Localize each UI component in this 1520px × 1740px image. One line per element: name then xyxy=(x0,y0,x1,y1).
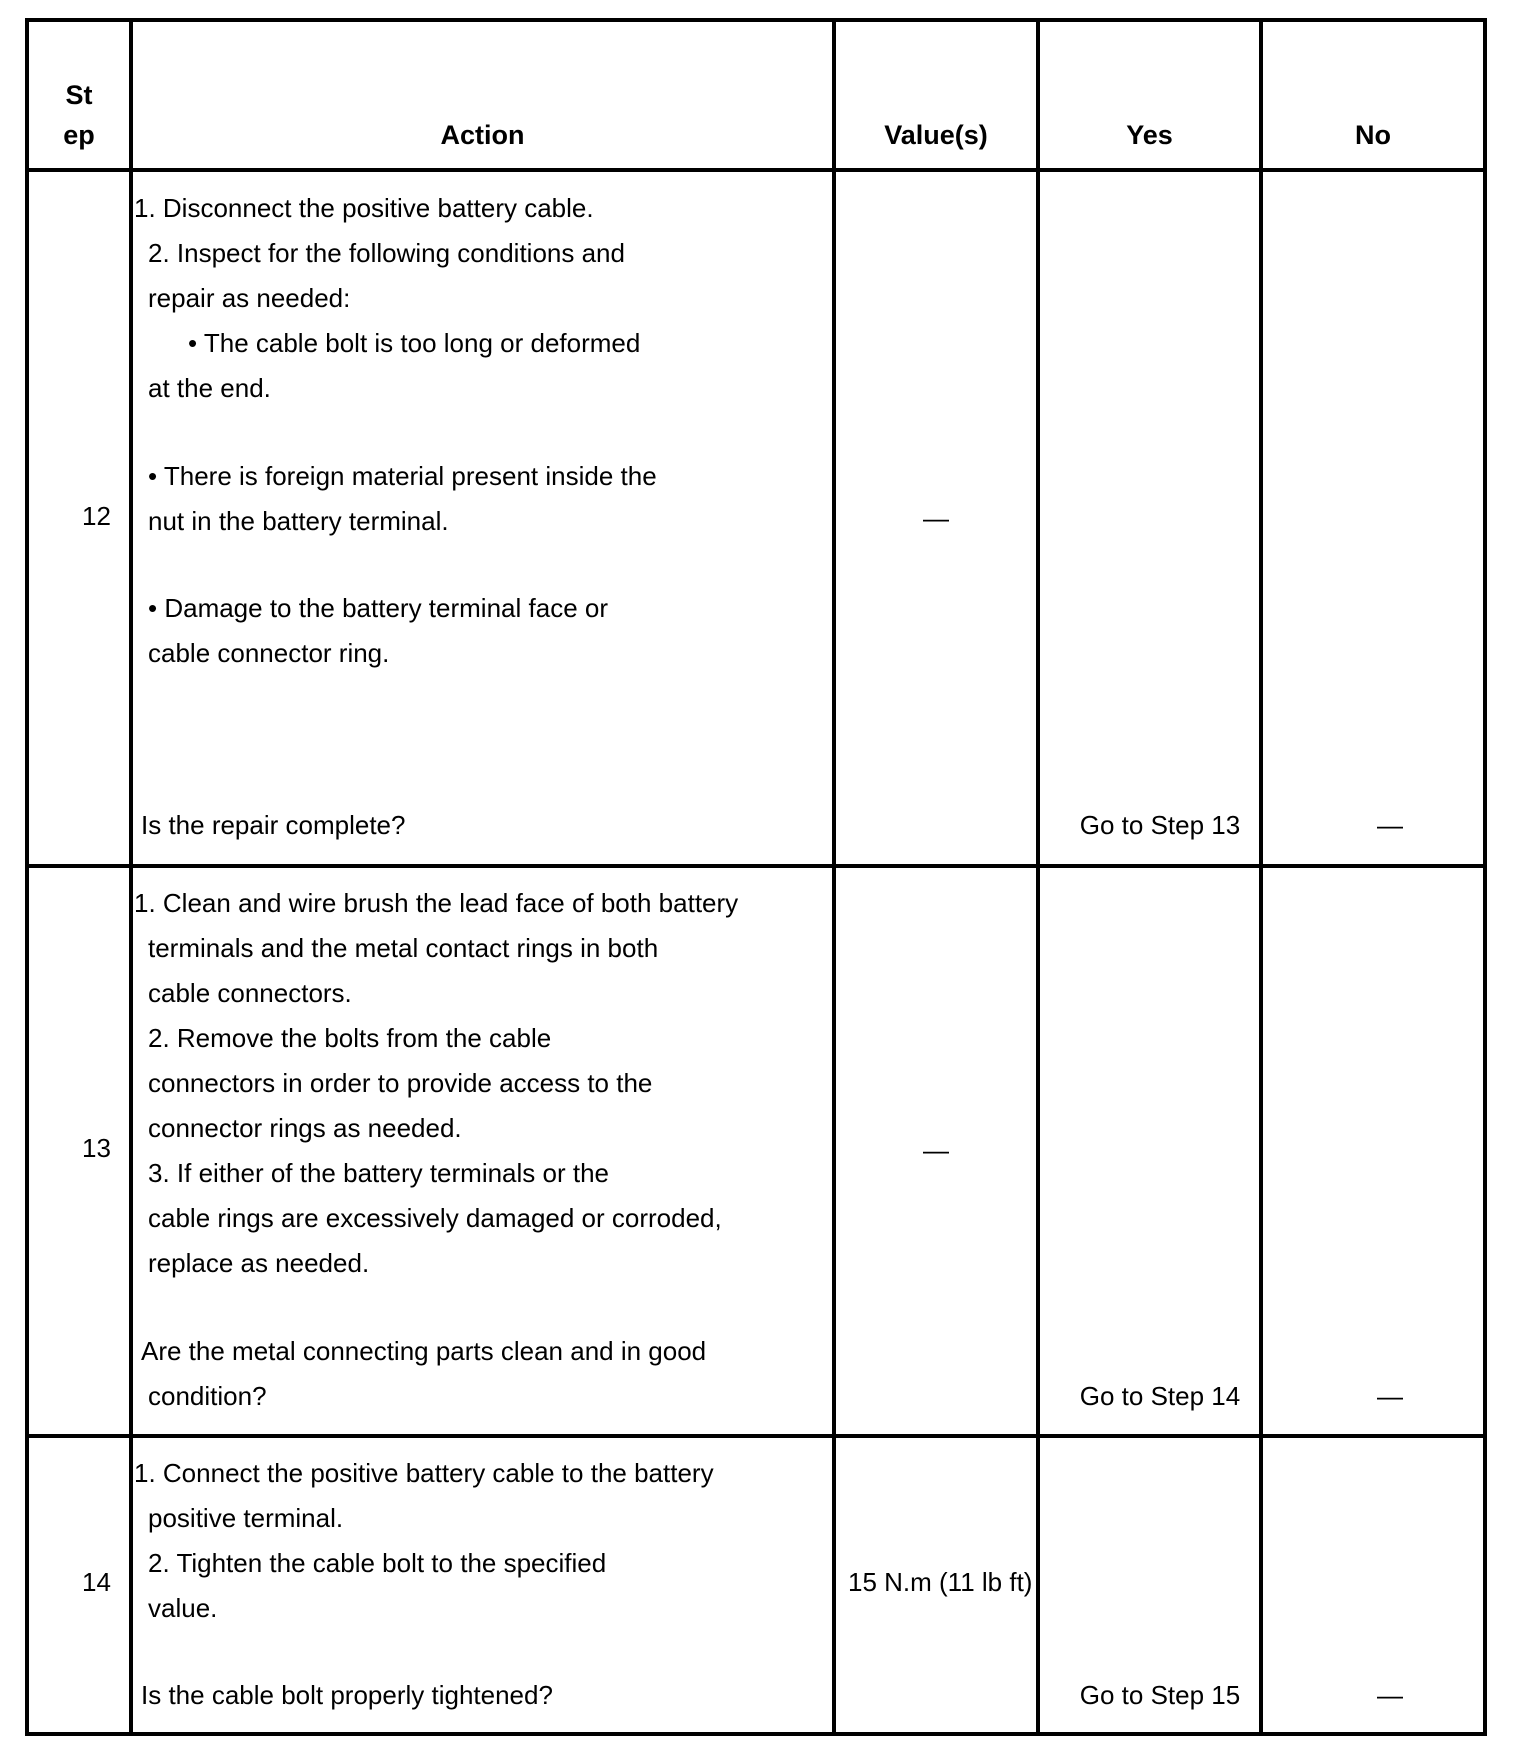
header-action: Action xyxy=(440,120,525,150)
header-bottom-border xyxy=(25,168,1487,172)
action-question: Is the repair complete? xyxy=(141,810,406,840)
action-line: nut in the battery terminal. xyxy=(148,506,449,536)
table-top-border xyxy=(25,18,1487,22)
col-divider-action-values xyxy=(832,18,836,1736)
step-number: 12 xyxy=(82,501,111,531)
action-line: 1. Clean and wire brush the lead face of both battery xyxy=(134,888,739,918)
header-no: No xyxy=(1355,120,1391,150)
yes-cell: Go to Step 14 xyxy=(1079,1381,1241,1411)
action-line: 1. Disconnect the positive battery cable. xyxy=(134,193,594,223)
col-divider-yes-no xyxy=(1259,18,1263,1736)
action-line: 2. Tighten the cable bolt to the specified xyxy=(148,1548,607,1578)
action-line: • There is foreign material present inside the xyxy=(148,461,657,491)
action-line: 1. Connect the positive battery cable to the battery xyxy=(134,1458,714,1488)
header-step-line1: St xyxy=(65,80,93,110)
row-divider-13-14 xyxy=(25,1434,1487,1438)
value-cell: — xyxy=(923,1135,949,1165)
action-line: 2. Remove the bolts from the cable xyxy=(148,1023,552,1053)
table-left-border xyxy=(25,18,29,1736)
no-cell: — xyxy=(1377,810,1403,840)
action-line: 2. Inspect for the following conditions and xyxy=(148,238,625,268)
action-line: 3. If either of the battery terminals or the xyxy=(148,1158,610,1188)
value-cell: — xyxy=(923,503,949,533)
table-right-border xyxy=(1483,18,1487,1736)
col-divider-values-yes xyxy=(1036,18,1040,1736)
action-question: condition? xyxy=(148,1381,267,1411)
action-line: at the end. xyxy=(148,373,271,403)
action-line: cable rings are excessively damaged or corroded, xyxy=(148,1203,722,1233)
action-line: connector rings as needed. xyxy=(148,1113,462,1143)
action-line: terminals and the metal contact rings in both xyxy=(148,933,659,963)
action-question: Is the cable bolt properly tightened? xyxy=(141,1680,553,1710)
no-cell: — xyxy=(1377,1680,1403,1710)
table-bottom-border xyxy=(25,1732,1487,1736)
row-divider-12-13 xyxy=(25,864,1487,868)
yes-cell: Go to Step 15 xyxy=(1079,1680,1241,1710)
action-line: cable connector ring. xyxy=(148,638,390,668)
value-cell: 15 N.m (11 lb ft) xyxy=(848,1567,1033,1597)
action-line: • The cable bolt is too long or deformed xyxy=(188,328,641,358)
action-line: cable connectors. xyxy=(148,978,352,1008)
action-line: positive terminal. xyxy=(148,1503,344,1533)
yes-cell: Go to Step 13 xyxy=(1079,810,1241,840)
step-number: 14 xyxy=(82,1567,111,1597)
action-line: • Damage to the battery terminal face or xyxy=(148,593,608,623)
header-step-line2: ep xyxy=(63,120,95,150)
header-yes: Yes xyxy=(1126,120,1173,150)
action-line: replace as needed. xyxy=(148,1248,370,1278)
action-line: value. xyxy=(148,1593,218,1623)
step-number: 13 xyxy=(82,1133,111,1163)
action-question: Are the metal connecting parts clean and in good xyxy=(141,1336,707,1366)
action-line: repair as needed: xyxy=(148,283,351,313)
header-values: Value(s) xyxy=(884,120,988,150)
no-cell: — xyxy=(1377,1381,1403,1411)
action-line: connectors in order to provide access to the xyxy=(148,1068,653,1098)
col-divider-step-action xyxy=(129,18,133,1736)
